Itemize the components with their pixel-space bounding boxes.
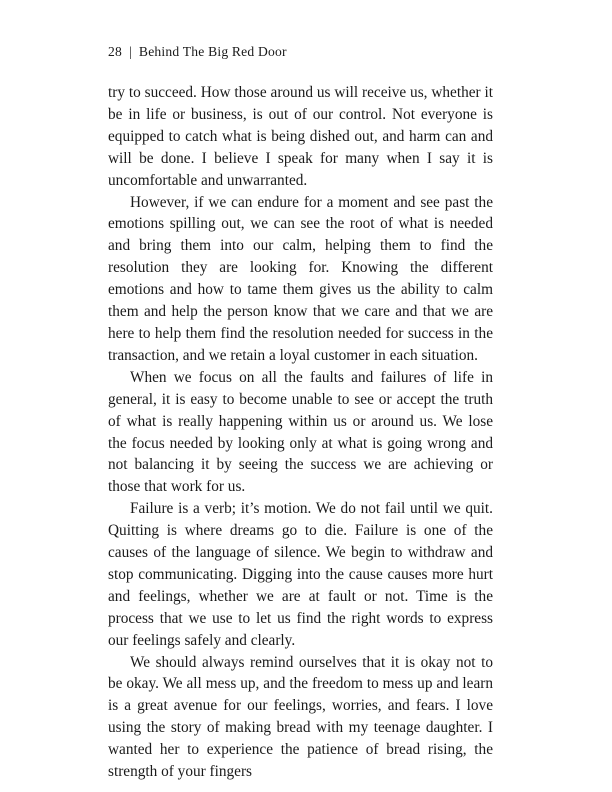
paragraph-1: try to succeed. How those around us will receive us, whether it be in life or business, is out of our control. Not everyone is equipped to catch what is being dished out, and harm can and will be done. I believe I speak for many when I say it is uncomfortable and unwarranted.: [108, 84, 493, 189]
page-number: 28: [108, 44, 122, 59]
paragraph-3: When we focus on all the faults and failures of life in general, it is easy to become unable to see or accept the truth of what is really happening within us or around us. We lose the focus needed by looking only at what is going wrong and not balancing it by seeing the success we are achieving or those that work for us.: [108, 368, 493, 496]
header-separator: |: [129, 44, 132, 59]
running-header: [108, 44, 287, 60]
paragraph-5: We should always remind ourselves that it is okay not to be okay. We all mess up, and the freedom to mess up and learn is a great avenue for our feelings, worries, and fears. I love using the story of making bread with my teenage daughter. I wanted her to experience the patience of bread rising, the strength of your fingers: [108, 653, 493, 781]
body-text: [108, 82, 493, 783]
paragraph-2: However, if we can endure for a moment and see past the emotions spilling out, we can see the root of what is needed and bring them into our calm, helping them to find the resolution they are looking for. Knowing the different emotions and how to tame them gives us the ability to calm them and help the person know that we care and that we are here to help them find the resolution needed for success in the transaction, and we retain a loyal customer in each situation.: [108, 193, 493, 364]
book-title: Behind The Big Red Door: [138, 44, 287, 59]
paragraph-4: Failure is a verb; it’s motion. We do not fail until we quit. Quitting is where dreams go to die. Failure is one of the causes of the language of silence. We begin to withdraw and stop communicating. Digging into the cause causes more hurt and feelings, whether we are at fault or not. Time is the process that we use to let us find the right words to express our feelings safely and clearly.: [108, 500, 493, 649]
